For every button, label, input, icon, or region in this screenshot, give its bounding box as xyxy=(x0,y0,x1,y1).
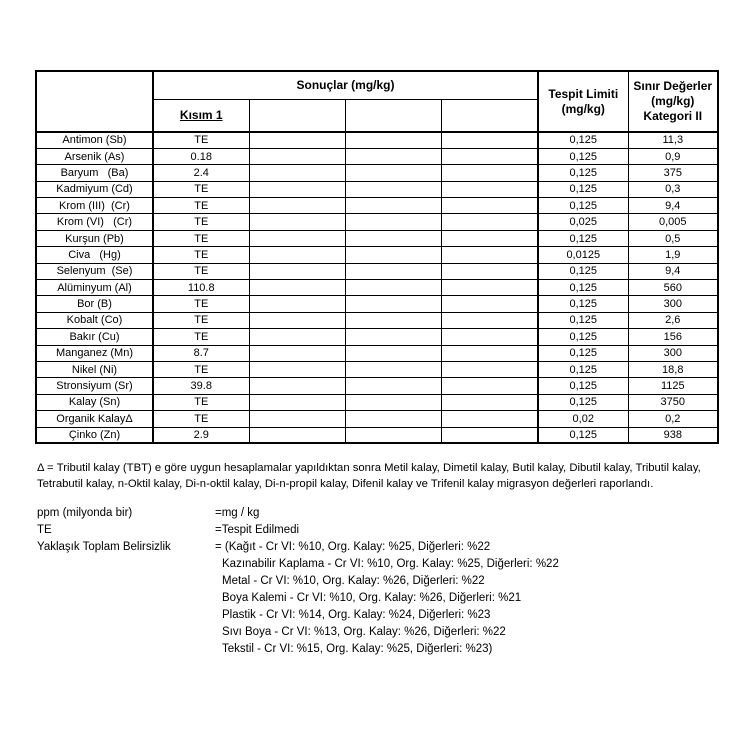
result-part1: TE xyxy=(153,329,249,345)
result-part2-empty xyxy=(249,345,345,361)
result-part4-empty xyxy=(441,312,538,328)
detection-limit-value: 0,125 xyxy=(538,132,628,148)
result-part2-empty xyxy=(249,230,345,246)
result-part1: 2.9 xyxy=(153,427,249,443)
detection-limit-value: 0,125 xyxy=(538,280,628,296)
result-part1: TE xyxy=(153,263,249,279)
result-part4-empty xyxy=(441,345,538,361)
limit-value: 0,3 xyxy=(628,181,718,197)
element-name: Çinko (Zn) xyxy=(36,427,153,443)
table-row xyxy=(36,296,718,312)
table-row xyxy=(36,329,718,345)
limit-value: 1125 xyxy=(628,378,718,394)
result-part4-empty xyxy=(441,329,538,345)
result-part4-empty xyxy=(441,378,538,394)
result-part3-empty xyxy=(345,329,441,345)
detection-limit-value: 0,0125 xyxy=(538,247,628,263)
table-row xyxy=(36,361,718,377)
results-table-header xyxy=(36,71,718,132)
result-part1: TE xyxy=(153,230,249,246)
element-name: Organik KalayΔ xyxy=(36,411,153,427)
element-name: Arsenik (As) xyxy=(36,148,153,164)
definition-value: = (Kağıt - Cr VI: %10, Org. Kalay: %25, Diğerleri: %22 xyxy=(215,541,491,553)
element-name: Antimon (Sb) xyxy=(36,132,153,148)
result-part2-empty xyxy=(249,427,345,443)
result-part1: TE xyxy=(153,247,249,263)
result-part2-empty xyxy=(249,132,345,148)
element-name: Kobalt (Co) xyxy=(36,312,153,328)
part1-header-label: Kısım 1 xyxy=(179,107,223,122)
result-part4-empty xyxy=(441,296,538,312)
element-name: Bakır (Cu) xyxy=(36,329,153,345)
table-row xyxy=(36,230,718,246)
uncertainty-line: Sıvı Boya - Cr VI: %13, Org. Kalay: %26, Diğerleri: %22 xyxy=(222,626,506,638)
limit-value: 18,8 xyxy=(628,361,718,377)
table-row xyxy=(36,263,718,279)
result-part4-empty xyxy=(441,198,538,214)
result-part4-empty xyxy=(441,263,538,279)
result-part2-empty xyxy=(249,181,345,197)
result-part4-empty xyxy=(441,132,538,148)
result-part4-empty xyxy=(441,394,538,410)
element-name: Kalay (Sn) xyxy=(36,394,153,410)
limit-values-header: Sınır Değerler (mg/kg) Kategori II xyxy=(628,71,718,132)
definition-te xyxy=(37,522,727,539)
result-part3-empty xyxy=(345,263,441,279)
table-row xyxy=(36,394,718,410)
result-part1: TE xyxy=(153,394,249,410)
result-part1: TE xyxy=(153,361,249,377)
result-part1: TE xyxy=(153,296,249,312)
detection-limit-value: 0,125 xyxy=(538,312,628,328)
uncertainty-line: Tekstil - Cr VI: %15, Org. Kalay: %25, Diğerleri: %23) xyxy=(222,643,493,655)
detection-limit-header: Tespit Limiti (mg/kg) xyxy=(538,71,628,132)
result-part2-empty xyxy=(249,263,345,279)
result-part4-empty xyxy=(441,411,538,427)
limit-value: 0,9 xyxy=(628,148,718,164)
limit-value: 375 xyxy=(628,165,718,181)
results-table-body xyxy=(36,132,718,443)
definition-value: =Tespit Edilmedi xyxy=(215,524,300,536)
table-row xyxy=(36,411,718,427)
result-part2-empty xyxy=(249,280,345,296)
result-part2-empty xyxy=(249,198,345,214)
result-part3-empty xyxy=(345,378,441,394)
result-part1: TE xyxy=(153,132,249,148)
result-part4-empty xyxy=(441,427,538,443)
limit-value: 9,4 xyxy=(628,263,718,279)
element-name: Krom (VI) (Cr) xyxy=(36,214,153,230)
result-part3-empty xyxy=(345,345,441,361)
limit-value: 938 xyxy=(628,427,718,443)
detection-limit-value: 0,125 xyxy=(538,345,628,361)
element-name: Kadmiyum (Cd) xyxy=(36,181,153,197)
detection-limit-value: 0,125 xyxy=(538,361,628,377)
result-part4-empty xyxy=(441,280,538,296)
part3-header-empty xyxy=(345,99,441,132)
result-part1: 0.18 xyxy=(153,148,249,164)
table-row xyxy=(36,345,718,361)
limit-value: 156 xyxy=(628,329,718,345)
result-part3-empty xyxy=(345,361,441,377)
results-group-header: Sonuçlar (mg/kg) xyxy=(153,71,538,99)
part2-header-empty xyxy=(249,99,345,132)
table-row xyxy=(36,247,718,263)
table-row xyxy=(36,378,718,394)
limit-value: 560 xyxy=(628,280,718,296)
element-name: Krom (III) (Cr) xyxy=(36,198,153,214)
result-part3-empty xyxy=(345,280,441,296)
definition-term: ppm (milyonda bir) xyxy=(37,507,133,519)
element-name: Nikel (Ni) xyxy=(36,361,153,377)
limit-value: 3750 xyxy=(628,394,718,410)
limit-value: 0,2 xyxy=(628,411,718,427)
element-name: Alüminyum (Al) xyxy=(36,280,153,296)
detection-limit-value: 0,025 xyxy=(538,214,628,230)
table-row xyxy=(36,198,718,214)
result-part2-empty xyxy=(249,296,345,312)
element-name: Civa (Hg) xyxy=(36,247,153,263)
result-part3-empty xyxy=(345,230,441,246)
element-name: Bor (B) xyxy=(36,296,153,312)
detection-limit-value: 0,125 xyxy=(538,378,628,394)
result-part1: TE xyxy=(153,312,249,328)
result-part1: TE xyxy=(153,198,249,214)
result-part4-empty xyxy=(441,165,538,181)
result-part4-empty xyxy=(441,230,538,246)
uncertainty-line: Metal - Cr VI: %10, Org. Kalay: %26, Diğerleri: %22 xyxy=(222,575,485,587)
element-column-header xyxy=(36,71,153,132)
limit-value: 300 xyxy=(628,296,718,312)
definition-term: TE xyxy=(37,524,52,536)
limit-value: 0,5 xyxy=(628,230,718,246)
table-row xyxy=(36,132,718,148)
result-part3-empty xyxy=(345,165,441,181)
limit-value: 0,005 xyxy=(628,214,718,230)
detection-limit-value: 0,125 xyxy=(538,181,628,197)
definition-uncertainty xyxy=(37,539,727,556)
detection-limit-value: 0,125 xyxy=(538,165,628,181)
result-part4-empty xyxy=(441,361,538,377)
uncertainty-lines xyxy=(222,556,727,658)
detection-limit-value: 0,125 xyxy=(538,329,628,345)
result-part4-empty xyxy=(441,247,538,263)
result-part3-empty xyxy=(345,296,441,312)
header-row-1 xyxy=(36,71,718,99)
result-part4-empty xyxy=(441,148,538,164)
element-name: Selenyum (Se) xyxy=(36,263,153,279)
element-name: Manganez (Mn) xyxy=(36,345,153,361)
element-name: Baryum (Ba) xyxy=(36,165,153,181)
delta-footnote: Δ = Tributil kalay (TBT) e göre uygun hesaplamalar yapıldıktan sonra Metil kalay, Dimetil kalay, Butil kalay, Dibutil kalay, Tributil kalay, Tetrabutil kalay, n-Oktil kalay, Di-n-oktil kalay, Di-n-propil kalay, Difenil kalay ve Trifenil kalay migrasyon değerleri raporlandı. xyxy=(37,462,701,490)
detection-limit-value: 0,125 xyxy=(538,230,628,246)
result-part3-empty xyxy=(345,181,441,197)
table-row xyxy=(36,214,718,230)
definitions-block xyxy=(37,505,727,658)
result-part3-empty xyxy=(345,394,441,410)
table-row xyxy=(36,181,718,197)
result-part1: 39.8 xyxy=(153,378,249,394)
result-part3-empty xyxy=(345,214,441,230)
element-name: Kurşun (Pb) xyxy=(36,230,153,246)
result-part1: 8.7 xyxy=(153,345,249,361)
result-part2-empty xyxy=(249,148,345,164)
result-part2-empty xyxy=(249,312,345,328)
result-part3-empty xyxy=(345,312,441,328)
limit-value: 1,9 xyxy=(628,247,718,263)
detection-limit-value: 0,125 xyxy=(538,296,628,312)
part4-header-empty xyxy=(441,99,538,132)
uncertainty-line: Kazınabilir Kaplama - Cr VI: %10, Org. Kalay: %25, Diğerleri: %22 xyxy=(222,558,559,570)
result-part4-empty xyxy=(441,214,538,230)
result-part4-empty xyxy=(441,181,538,197)
detection-limit-value: 0,125 xyxy=(538,263,628,279)
result-part1: 2.4 xyxy=(153,165,249,181)
limit-value: 9,4 xyxy=(628,198,718,214)
result-part1: TE xyxy=(153,181,249,197)
detection-limit-value: 0,125 xyxy=(538,198,628,214)
result-part2-empty xyxy=(249,378,345,394)
result-part1: TE xyxy=(153,411,249,427)
table-row xyxy=(36,280,718,296)
result-part2-empty xyxy=(249,394,345,410)
detection-limit-value: 0,02 xyxy=(538,411,628,427)
result-part2-empty xyxy=(249,247,345,263)
table-row xyxy=(36,312,718,328)
limit-value: 11,3 xyxy=(628,132,718,148)
detection-limit-value: 0,125 xyxy=(538,394,628,410)
limit-value: 300 xyxy=(628,345,718,361)
definition-term: Yaklaşık Toplam Belirsizlik xyxy=(37,541,171,553)
uncertainty-line: Boya Kalemi - Cr VI: %10, Org. Kalay: %26, Diğerleri: %21 xyxy=(222,592,522,604)
result-part2-empty xyxy=(249,361,345,377)
result-part2-empty xyxy=(249,214,345,230)
detection-limit-value: 0,125 xyxy=(538,148,628,164)
result-part3-empty xyxy=(345,198,441,214)
result-part3-empty xyxy=(345,427,441,443)
table-row xyxy=(36,427,718,443)
result-part3-empty xyxy=(345,132,441,148)
result-part2-empty xyxy=(249,165,345,181)
limit-value: 2,6 xyxy=(628,312,718,328)
part1-header xyxy=(153,99,249,132)
table-row xyxy=(36,165,718,181)
results-table xyxy=(35,70,719,444)
table-row xyxy=(36,148,718,164)
result-part2-empty xyxy=(249,411,345,427)
result-part3-empty xyxy=(345,148,441,164)
element-name: Stronsiyum (Sr) xyxy=(36,378,153,394)
definition-ppm xyxy=(37,505,727,522)
result-part1: 110.8 xyxy=(153,280,249,296)
uncertainty-line: Plastik - Cr VI: %14, Org. Kalay: %24, Diğerleri: %23 xyxy=(222,609,491,621)
result-part2-empty xyxy=(249,329,345,345)
result-part3-empty xyxy=(345,247,441,263)
result-part1: TE xyxy=(153,214,249,230)
detection-limit-value: 0,125 xyxy=(538,427,628,443)
definition-value: =mg / kg xyxy=(215,507,260,519)
result-part3-empty xyxy=(345,411,441,427)
